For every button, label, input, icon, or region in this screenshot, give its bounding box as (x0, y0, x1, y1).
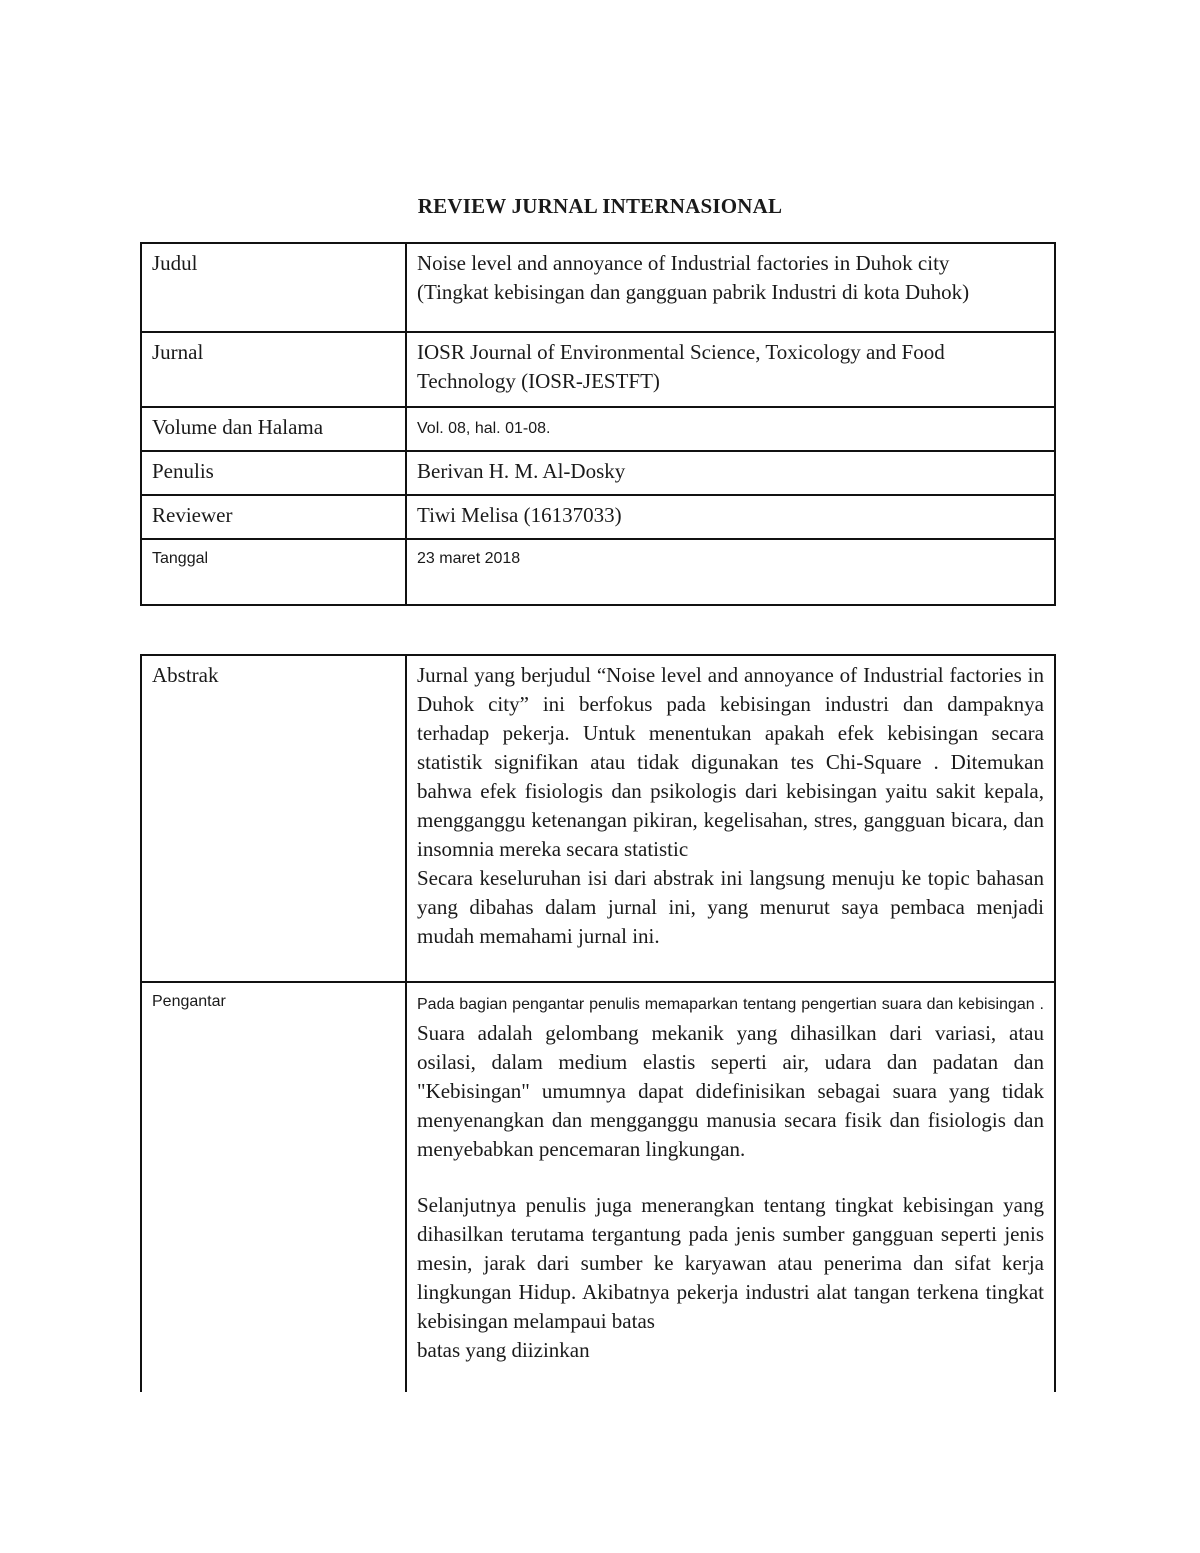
judul-indonesian: (Tingkat kebisingan dan gangguan pabrik Industri di kota Duhok) (417, 280, 970, 304)
pengantar-paragraph-3: batas yang diizinkan (417, 1338, 590, 1362)
row-value-abstrak (406, 655, 1055, 982)
judul-english: Noise level and annoyance of Industrial factories in Duhok city (417, 251, 950, 275)
row-value-jurnal: IOSR Journal of Environmental Science, Toxicology and Food Technology (IOSR-JESTFT) (406, 332, 1055, 407)
row-label-jurnal: Jurnal (141, 332, 406, 407)
row-value-reviewer: Tiwi Melisa (16137033) (406, 495, 1055, 539)
row-value-penulis: Berivan H. M. Al-Dosky (406, 451, 1055, 495)
pengantar-paragraph-2: Selanjutnya penulis juga menerangkan tentang tingkat kebisingan yang dihasilkan terutama tergantung pada jenis sumber gangguan seperti jenis mesin, jarak dari sumber ke karyawan atau penerima dan sifat kerja lingkungan Hidup. Akibatnya pekerja industri alat tangan terkena tingkat kebisingan melampaui batas (417, 1193, 1044, 1333)
row-label-judul: Judul (141, 243, 406, 332)
table-row-reviewer (141, 495, 1055, 539)
pengantar-paragraph-1 (417, 988, 1044, 1164)
row-label-tanggal: Tanggal (141, 539, 406, 605)
review-content-table (140, 654, 1056, 1392)
table-row-abstrak (141, 655, 1055, 982)
row-value-tanggal: 23 maret 2018 (406, 539, 1055, 605)
row-value-volume: Vol. 08, hal. 01-08. (406, 407, 1055, 451)
row-label-volume: Volume dan Halama (141, 407, 406, 451)
table-row-penulis (141, 451, 1055, 495)
row-value-judul (406, 243, 1055, 332)
row-value-pengantar (406, 982, 1055, 1392)
paragraph-spacer (417, 1164, 1044, 1191)
row-label-abstrak: Abstrak (141, 655, 406, 982)
review-info-table (140, 242, 1056, 606)
pengantar-intro-rest: Suara adalah gelombang mekanik yang dihasilkan dari variasi, atau osilasi, dalam medium elastis seperti air, udara dan padatan dan "Kebisingan" umumnya dapat didefinisikan sebagai suara yang tidak menyenangkan dan mengganggu manusia secara fisik dan fisiologis dan menyebabkan pencemaran lingkungan. (417, 1021, 1044, 1161)
abstrak-comment-paragraph: Secara keseluruhan isi dari abstrak ini langsung menuju ke topic bahasan yang dibahas dalam jurnal ini, yang menurut saya pembaca menjadi mudah memahami jurnal ini. (417, 866, 1044, 948)
table-row-judul (141, 243, 1055, 332)
table-row-volume (141, 407, 1055, 451)
table-row-pengantar (141, 982, 1055, 1392)
row-label-pengantar: Pengantar (141, 982, 406, 1392)
abstrak-paragraph: Jurnal yang berjudul “Noise level and annoyance of Industrial factories in Duhok city” ini berfokus pada kebisingan industri dan dampaknya terhadap pekerja. Untuk menentukan apakah efek kebisingan secara statistik signifikan atau tidak digunakan tes Chi-Square . Ditemukan bahwa efek fisiologis dan psikologis dari kebisingan yaitu sakit kepala, mengganggu ketenangan pikiran, kegelisahan, stres, gangguan bicara, dan insomnia mereka secara statistic (417, 663, 1044, 861)
row-label-reviewer: Reviewer (141, 495, 406, 539)
table-row-jurnal (141, 332, 1055, 407)
table-row-tanggal (141, 539, 1055, 605)
page-title: REVIEW JURNAL INTERNASIONAL (417, 194, 783, 218)
row-label-penulis: Penulis (141, 451, 406, 495)
pengantar-intro: Pada bagian pengantar penulis memaparkan tentang pengertian suara dan kebisingan . (417, 996, 1044, 1013)
